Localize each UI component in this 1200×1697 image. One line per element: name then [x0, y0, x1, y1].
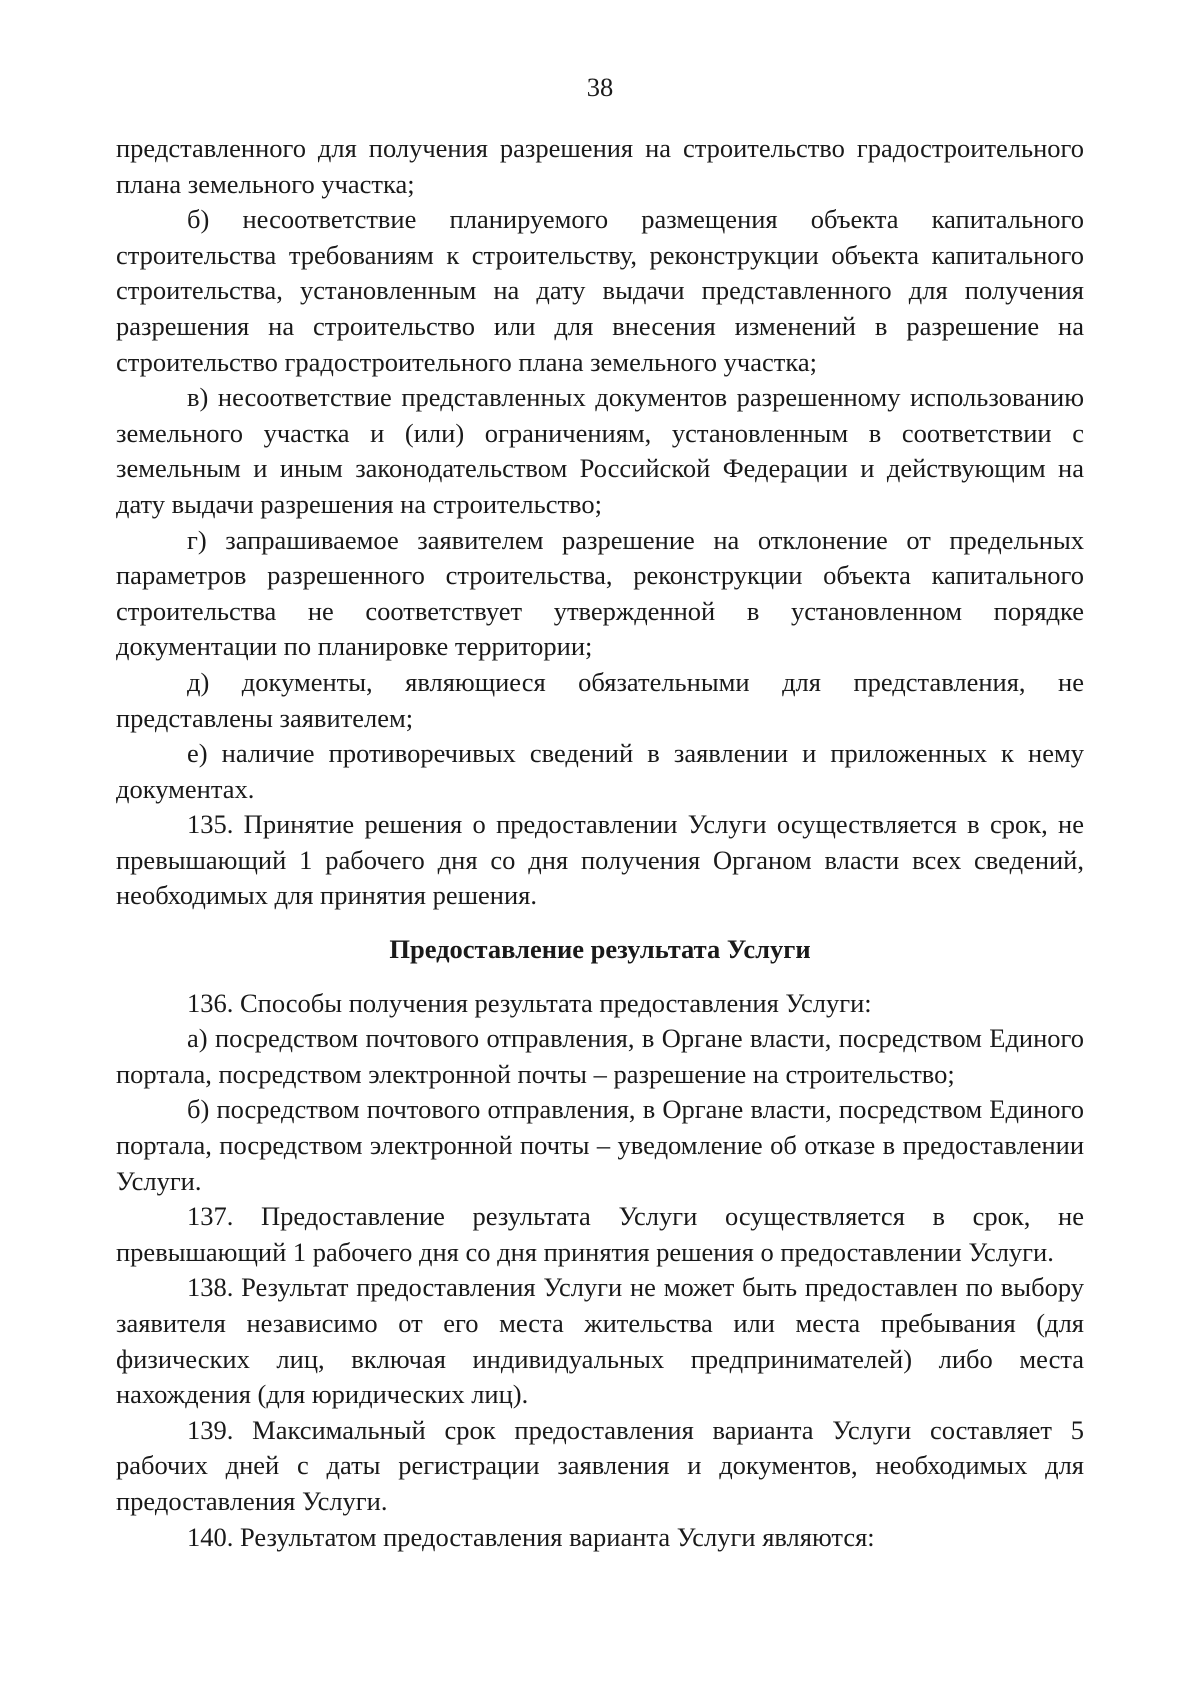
section-heading: Предоставление результата Услуги — [389, 934, 811, 965]
paragraph: 138. Результат предоставления Услуги не может быть предоставлен по выбору заявителя независимо от его места жительства или места пребывания (для физических лиц, включая индивидуальных предпринимателей) либо места нахождения (для юридических лиц). — [116, 1272, 1084, 1410]
paragraph: д) документы, являющиеся обязательными для представления, не представлены заявителем; — [116, 666, 1084, 733]
paragraph: 139. Максимальный срок предоставления варианта Услуги составляет 5 рабочих дней с даты регистрации заявления и документов, необходимых для предоставления Услуги. — [116, 1414, 1084, 1516]
paragraph: а) посредством почтового отправления, в Органе власти, посредством Единого портала, посредством электронной почты – разрешение на строительство; — [116, 1023, 1084, 1089]
paragraph: б) несоответствие планируемого размещения объекта капитального строительства требованиям к строительству, реконструкции объекта капитального строительства, установленным на дату выдачи представленного для получения разрешения на строительство или для внесения изменений в разрешение на строительство градостроительного плана земельного участка; — [116, 204, 1084, 377]
paragraph: в) несоответствие представленных документов разрешенному использованию земельного участка и (или) ограничениям, установленным в соответствии с земельным и иным законодательством Российской Федерации и действующим на дату выдачи разрешения на строительство; — [116, 382, 1084, 519]
paragraph: 135. Принятие решения о предоставлении Услуги осуществляется в срок, не превышающий 1 рабочего дня со дня получения Органом власти всех сведений, необходимых для принятия решения. — [116, 809, 1084, 911]
paragraph: 137. Предоставление результата Услуги осуществляется в срок, не превышающий 1 рабочего дня со дня принятия решения о предоставлении Услуги. — [116, 1201, 1084, 1267]
paragraph: 136. Способы получения результата предоставления Услуги: — [187, 987, 872, 1018]
paragraph: представленного для получения разрешения на строительство градостроительного плана земельного участка; — [116, 133, 1084, 199]
paragraph: е) наличие противоречивых сведений в заявлении и приложенных к нему документах. — [116, 738, 1084, 804]
paragraph: б) посредством почтового отправления, в Органе власти, посредством Единого портала, посредством электронной почты – уведомление об отказе в предоставлении Услуги. — [116, 1094, 1084, 1196]
paragraph: 140. Результатом предоставления варианта Услуги являются: — [187, 1521, 875, 1552]
section-grounds-for-refusal — [116, 131, 1084, 914]
document-body — [116, 131, 1084, 1555]
page-number: 38 — [586, 72, 614, 102]
paragraph: г) запрашиваемое заявителем разрешение на отклонение от предельных параметров разрешенного строительства, реконструкции объекта капитального строительства не соответствует утвержденной в установленном порядке документации по планировке территории; — [116, 524, 1084, 662]
section-result-delivery — [116, 986, 1084, 1556]
